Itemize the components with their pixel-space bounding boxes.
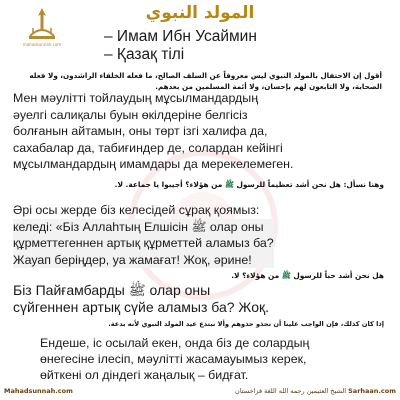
- kazakh-line: Әрі осы жерде біз келесідей сұрақ қоямыз:: [13, 203, 260, 217]
- kazakh-line: сахабалар да, табиғиндер де, солардан кейінгі: [13, 140, 283, 155]
- pbuh-symbol: ﷺ: [224, 180, 234, 189]
- footer-credit: [235, 385, 396, 397]
- pbuh-symbol: ﷺ: [281, 271, 291, 280]
- arabic-paragraph-1: أقول إن الاحتفال بالمولد النبوي ليس معروفاً عن السلف الصالح، ما فعله الخلفاء الراشدون، ولا فعله الصحابة، ولا التابعون لهم بإحسان، ولا أئمة المسلمين من بعدهم.: [29, 71, 382, 91]
- arabic-question-2-part-1: هل نحن أشد حباً للرسول: [290, 271, 384, 280]
- kazakh-line: Біз Пайғамбарды ﷺ олар оны: [13, 282, 211, 298]
- kazakh-line: Мен мәулітті тойлаудың мұсылмандардың: [13, 91, 259, 105]
- kazakh-title: [104, 28, 257, 64]
- footer: [4, 385, 396, 397]
- arabic-question-2-part-2: من هؤلاء؟ لا.: [231, 271, 282, 280]
- kazakh-paragraph-2: [13, 202, 274, 268]
- arabic-question-1-part-1: وهنا نسأل: هل نحن أشد تعظيماً للرسول: [233, 180, 384, 189]
- arabic-title: المولد النبوي: [145, 3, 255, 23]
- kazakh-line: сүйгеннен артық сүйе аламыз ба? Жоқ.: [13, 298, 269, 315]
- kazakh-paragraph-4: [40, 335, 309, 384]
- kazakh-paragraph-1: [13, 90, 293, 173]
- kazakh-line: құрметтегеннен артық құрметтей аламыз ба?: [13, 236, 274, 251]
- arabic-question-2: [4, 270, 384, 281]
- arabic-question-1: [4, 179, 384, 190]
- arabic-conclusion: إذا كان كذلك، فإن الواجب علينا أن نحذو حذوهم وألا نبتدع عيد المولد النبوي لأنه بدعة.: [108, 320, 384, 328]
- kazakh-paragraph-3: [13, 282, 269, 315]
- footer-site-name[interactable]: Sarhaan.com: [348, 387, 396, 395]
- footer-site-link[interactable]: Mahadsunnah.com: [4, 387, 73, 395]
- kazakh-title-line-2: – Қазақ тілі: [104, 46, 185, 63]
- arabic-question-1-part-2: من هؤلاء؟ أجيبوا يا جماعة. لا.: [114, 180, 225, 189]
- kazakh-line: өнегесіне ілесіп, мәулітті жасамауымыз керек,: [40, 352, 307, 367]
- kazakh-line: мұсылмандардың имамдары да мерекелемеген.: [13, 157, 294, 172]
- kazakh-line: Жауап беріңдер, уа жамағат! Жоқ, әрине!: [13, 252, 274, 269]
- kazakh-title-line-1: – Имам Ибн Усаймин: [104, 28, 257, 45]
- kazakh-line: өйткені ол діндегі жаңалық – бидғат.: [40, 368, 249, 383]
- kazakh-line: келеді: «Біз Аллаһтың Елшісін ﷺ олар оны: [13, 219, 274, 236]
- logo-caption: mahadsunnah.com: [22, 42, 62, 47]
- kazakh-line: Ендеше, іс осылай екен, онда біз де солардың: [40, 336, 310, 350]
- kazakh-line: болғанын айтамын, оны төрт ізгі халифа да,: [13, 124, 268, 139]
- footer-credit-text: الشيخ العثيمين رحمه الله اللغة قزاخستان: [235, 387, 347, 395]
- kazakh-line: әуелгі салиқалы буын өкілдеріне белгісіз: [13, 107, 248, 122]
